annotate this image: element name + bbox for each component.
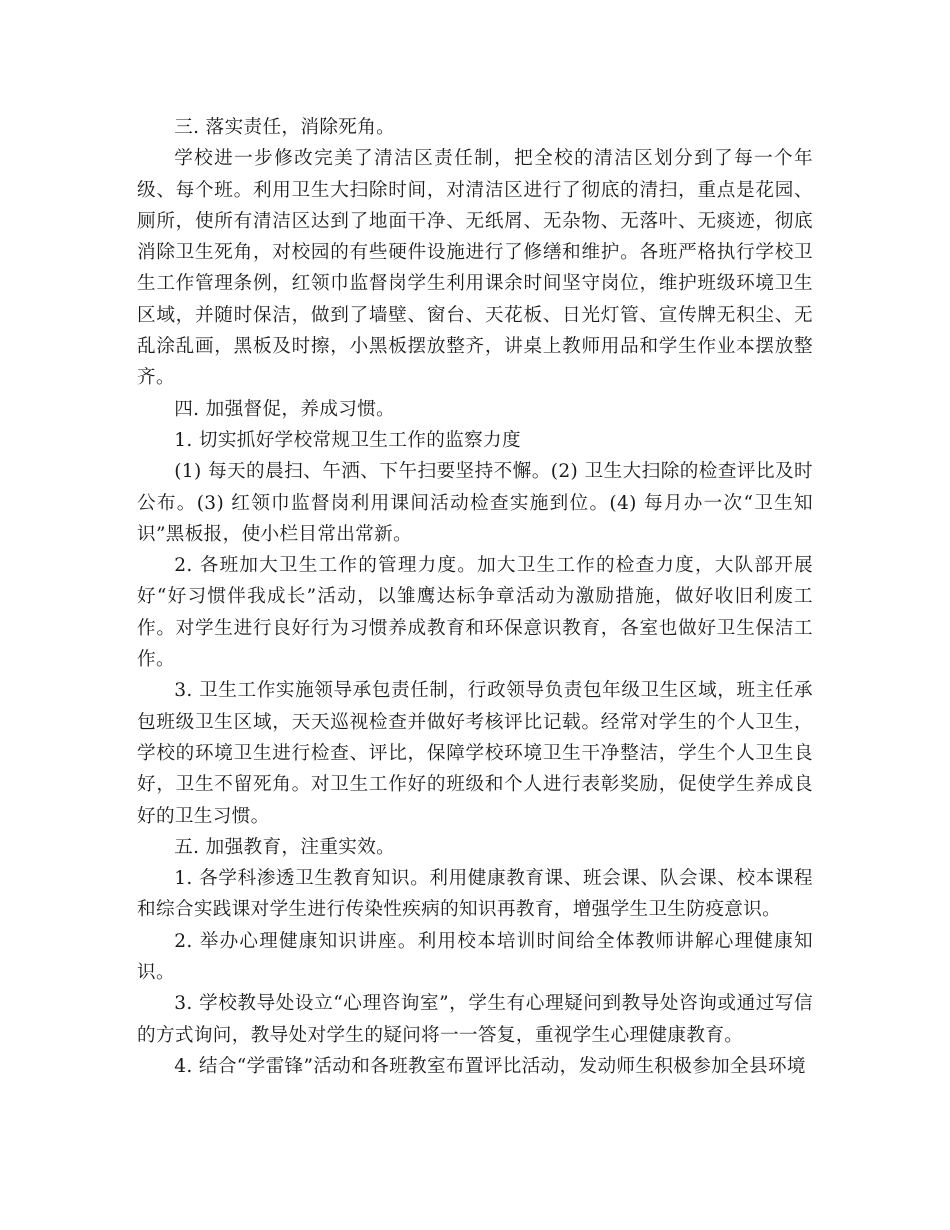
body-paragraph: (1) 每天的晨扫、午洒、下午扫要坚持不懈。(2) 卫生大扫除的检查评比及时公布。(3) 红领巾监督岗利用课间活动检查实施到位。(4) 每月办一次“卫生知识”黑板报，使小栏目常出常新。: [137, 461, 813, 545]
section-heading: 四. 加强督促，养成习惯。: [174, 398, 396, 420]
list-item: 3. 卫生工作实施领导承包责任制，行政领导负责包年级卫生区域，班主任承包班级卫生区域，天天巡视检查并做好考核评比记载。经常对学生的个人卫生，学校的环境卫生进行检查、评比，保障学校环境卫生干净整洁，学生个人卫生良好，卫生不留死角。对卫生工作好的班级和个人进行表彰奖励，促使学生养成良好的卫生习惯。: [137, 680, 813, 827]
list-item: 1. 各学科渗透卫生教育知识。利用健康教育课、班会课、队会课、校本课程和综合实践课对学生进行传染性疾病的知识再教育，增强学生卫生防疫意识。: [137, 868, 813, 921]
list-item: 4. 结合“学雷锋”活动和各班教室布置评比活动，发动师生积极参加全县环境: [174, 1055, 806, 1077]
list-item: 2. 各班加大卫生工作的管理力度。加大卫生工作的检查力度，大队部开展好“好习惯伴我成长”活动，以雏鹰达标争章活动为激励措施，做好收旧利废工作。对学生进行良好行为习惯养成教育和环保意识教育，各室也做好卫生保洁工作。: [137, 555, 813, 671]
list-item: 2. 举办心理健康知识讲座。利用校本培训时间给全体教师讲解心理健康知识。: [137, 930, 813, 984]
list-item: 1. 切实抓好学校常规卫生工作的监察力度: [174, 429, 521, 451]
body-paragraph: 学校进一步修改完美了清洁区责任制，把全校的清洁区划分到了每一个年级、每个班。利用卫生大扫除时间，对清洁区进行了彻底的清扫，重点是花园、厕所，使所有清洁区达到了地面干净、无纸屑、无杂物、无落叶、无痰迹，彻底消除卫生死角，对校园的有些硬件设施进行了修缮和维护。各班严格执行学校卫生工作管理条例，红领巾监督岗学生利用课余时间坚守岗位，维护班级环境卫生区域，并随时保洁，做到了墙壁、窗台、天花板、日光灯管、宣传牌无积尘、无乱涂乱画，黑板及时擦，小黑板摆放整齐，讲桌上教师用品和学生作业本摆放整齐。: [137, 148, 813, 389]
document-body: [137, 112, 813, 1082]
section-heading: 五. 加强教育，注重实效。: [174, 836, 396, 858]
section-heading: 三. 落实责任，消除死角。: [174, 117, 396, 138]
list-item: 3. 学校教导处设立“心理咨询室”，学生有心理疑问到教导处咨询或通过写信的方式询问，教导处对学生的疑问将一一答复，重视学生心理健康教育。: [137, 993, 813, 1046]
